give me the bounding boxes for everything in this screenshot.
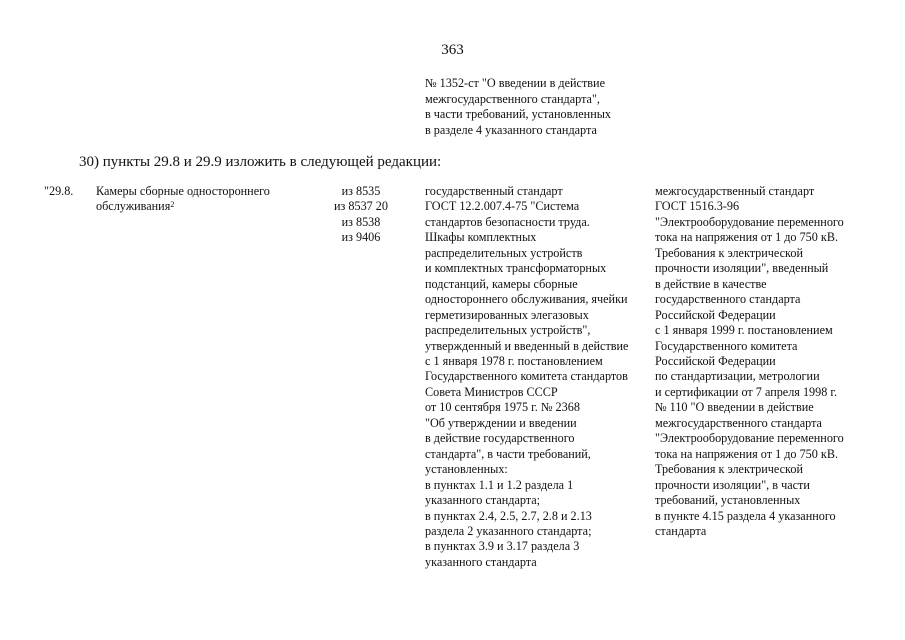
carryover-line: № 1352-ст "О введении в действие: [425, 76, 605, 90]
old-standard-line: "Об утверждении и введении: [425, 415, 577, 430]
new-standard-line: прочности изоляции", в части: [655, 477, 810, 492]
old-standard-line: стандартов безопасности труда.: [425, 214, 590, 229]
old-standard-column: [425, 184, 628, 570]
amendment-instruction: 30) пункты 29.8 и 29.9 изложить в следующей редакции:: [79, 154, 442, 170]
new-standard-line: прочности изоляции", введенный: [655, 261, 829, 276]
old-standard-line: распределительных устройств",: [425, 323, 591, 338]
new-standard-line: Государственного комитета: [655, 338, 798, 353]
old-standard-line: Шкафы комплектных: [425, 230, 537, 245]
old-standard-line: в пунктах 2.4, 2.5, 2.7, 2.8 и 2.13: [425, 508, 592, 523]
page-number: 363: [441, 42, 464, 58]
old-standard-line: установленных:: [425, 462, 508, 477]
new-standard-line: требований, установленных: [655, 493, 801, 508]
code-line: из 8538: [341, 214, 381, 229]
new-standard-line: тока на напряжения от 1 до 750 кВ.: [655, 230, 839, 245]
new-standard-line: Требования к электрической: [655, 462, 803, 477]
old-standard-line: стандарта", в части требований,: [425, 446, 591, 461]
item-name-text: обслуживания: [96, 199, 171, 214]
code-line: из 8535: [341, 184, 381, 198]
old-standard-line: раздела 2 указанного стандарта;: [425, 523, 592, 538]
old-standard-line: распределительных устройств: [425, 245, 583, 260]
old-standard-line: в действие государственного: [425, 431, 575, 446]
carryover-line: в части требований, установленных: [425, 107, 611, 121]
new-standard-line: Российской Федерации: [655, 353, 776, 368]
new-standard-line: межгосударственного стандарта: [655, 415, 822, 430]
old-standard-line: подстанций, камеры сборные: [425, 276, 578, 291]
new-standard-line: тока на напряжения от 1 до 750 кВ.: [655, 446, 839, 461]
code-line: из 9406: [341, 230, 381, 245]
new-standard-line: "Электрооборудование переменного: [655, 214, 844, 229]
old-standard-line: в пунктах 3.9 и 3.17 раздела 3: [425, 539, 580, 554]
old-standard-line: герметизированных элегазовых: [425, 307, 589, 322]
old-standard-line: указанного стандарта: [425, 554, 537, 569]
footnote-marker: 2: [170, 200, 175, 210]
old-standard-line: с 1 января 1978 г. постановлением: [425, 353, 603, 368]
tn-ved-codes: [324, 184, 398, 246]
item-name-line: Камеры сборные одностороннего: [96, 184, 270, 198]
new-standard-line: Требования к электрической: [655, 245, 803, 260]
carryover-line: межгосударственного стандарта",: [425, 91, 600, 106]
new-standard-column: [655, 184, 844, 539]
old-standard-line: одностороннего обслуживания, ячейки: [425, 292, 628, 307]
carryover-line: в разделе 4 указанного стандарта: [425, 122, 597, 137]
old-standard-line: Государственного комитета стандартов: [425, 369, 628, 384]
new-standard-line: в пункте 4.15 раздела 4 указанного: [655, 508, 836, 523]
old-standard-line: ГОСТ 12.2.007.4-75 "Система: [425, 199, 580, 214]
new-standard-line: № 110 "О введении в действие: [655, 400, 814, 415]
new-standard-line: "Электрооборудование переменного: [655, 431, 844, 446]
new-standard-line: и сертификации от 7 апреля 1998 г.: [655, 384, 838, 399]
new-standard-line: ГОСТ 1516.3-96: [655, 199, 740, 214]
new-standard-line: с 1 января 1999 г. постановлением: [655, 323, 833, 338]
code-line: из 8537 20: [334, 199, 388, 214]
old-standard-line: в пунктах 1.1 и 1.2 раздела 1: [425, 477, 574, 492]
old-standard-line: от 10 сентября 1975 г. № 2368: [425, 400, 580, 415]
item-name: [96, 184, 270, 215]
carryover-text: [425, 76, 611, 138]
new-standard-line: по стандартизации, метрологии: [655, 369, 820, 384]
new-standard-line: в действие в качестве: [655, 276, 767, 291]
new-standard-line: государственного стандарта: [655, 292, 801, 307]
old-standard-line: Совета Министров СССР: [425, 384, 558, 399]
item-number: "29.8.: [44, 184, 74, 198]
new-standard-line: стандарта: [655, 523, 707, 538]
old-standard-line: и комплектных трансформаторных: [425, 261, 607, 276]
new-standard-line: Российской Федерации: [655, 307, 776, 322]
item-name-line: [96, 199, 270, 214]
old-standard-line: утвержденный и введенный в действие: [425, 338, 629, 353]
new-standard-line: межгосударственный стандарт: [655, 184, 815, 198]
old-standard-line: государственный стандарт: [425, 184, 563, 198]
old-standard-line: указанного стандарта;: [425, 493, 541, 508]
